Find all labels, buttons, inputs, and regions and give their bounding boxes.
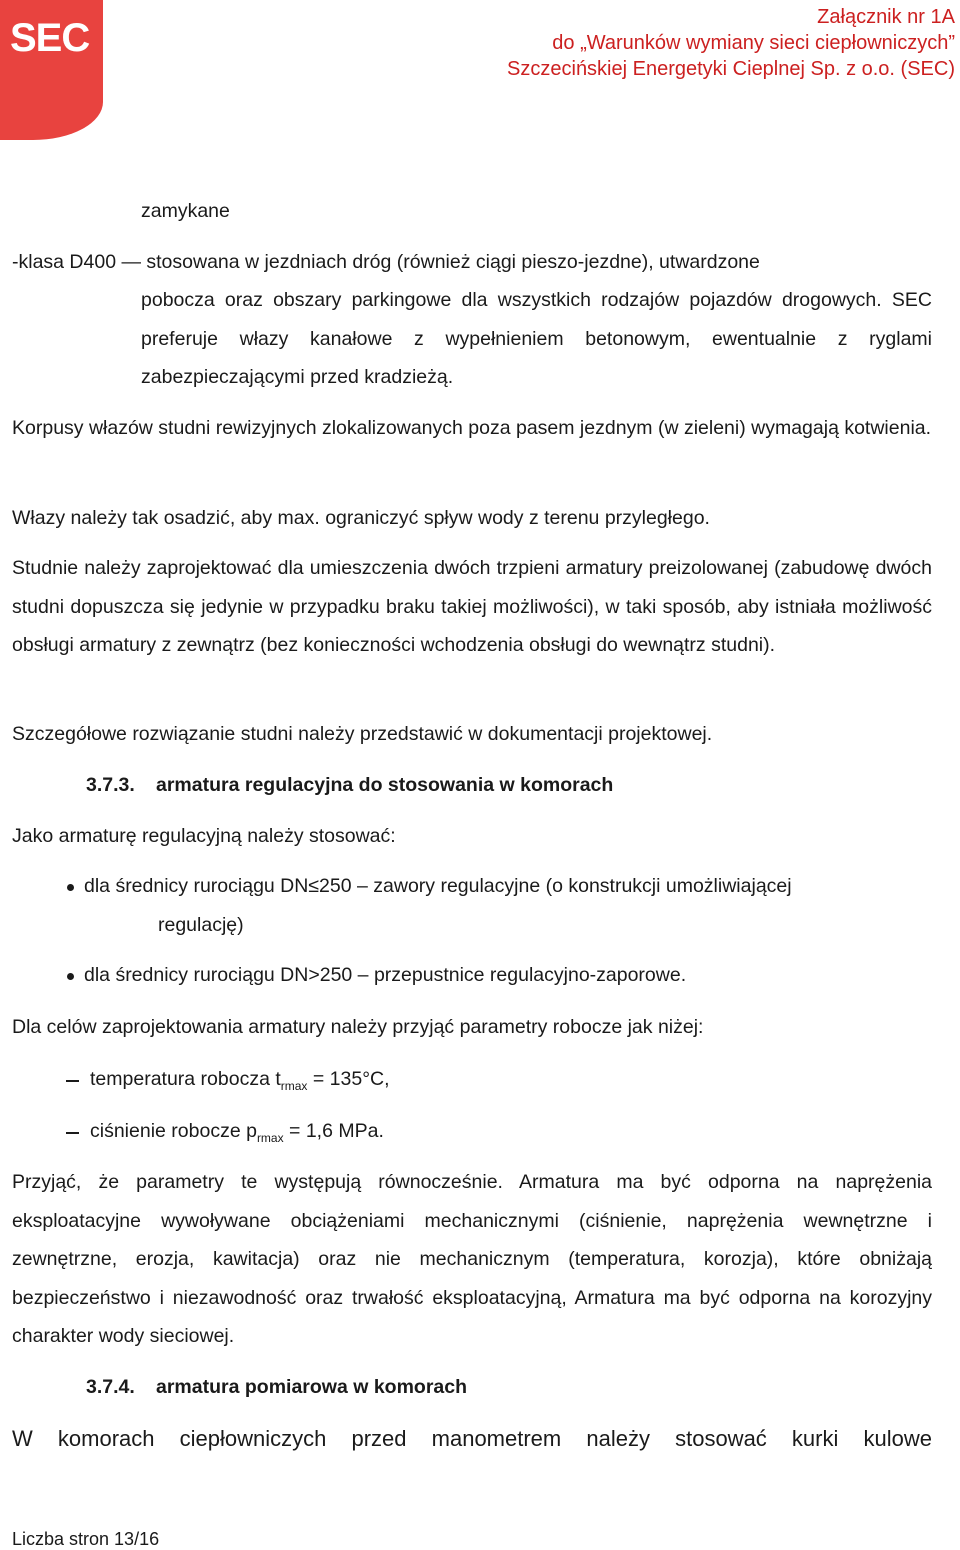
page-count: Liczba stron 13/16: [12, 1529, 160, 1549]
dash-icon: [66, 1132, 79, 1134]
d400-text: stosowana w jezdniach dróg (również ciągi pieszo-jezdne), utwardzone: [140, 251, 760, 273]
bullet-icon: [67, 884, 74, 891]
bullet-item-2: dla średnicy rurociągu DN>250 – przepustnice regulacyjno-zaporowe.: [84, 964, 687, 986]
document-header: [507, 4, 955, 82]
paragraph-wlazy: Włazy należy tak osadzić, aby max. ograniczyć spływ wody z terenu przyległego.: [12, 507, 710, 529]
section-number-3-7-4: 3.7.4.: [86, 1376, 135, 1398]
section-number-3-7-3: 3.7.3.: [86, 774, 135, 796]
paragraph-studnie: Studnie należy zaprojektować dla umieszczenia dwóch trzpieni armatury preizolowanej (zabudowę dwóch studni dopuszcza się jedynie w przypadku braku takiej możliwości), w taki sposób, aby istniała możliwość obsługi armatury z zewnątrz (bez konieczności wchodzenia obsługi do wewnątrz studni).: [12, 557, 932, 656]
header-line-2: do „Warunków wymiany sieci ciepłowniczych”: [552, 32, 955, 54]
logo-text: SEC: [10, 16, 90, 60]
paragraph-dla-celow: Dla celów zaprojektowania armatury należy przyjąć parametry robocze jak niżej:: [12, 1016, 704, 1038]
header-line-3: Szczecińskiej Energetyki Cieplnej Sp. z o.o. (SEC): [507, 58, 955, 80]
bullet-icon: [67, 973, 74, 980]
bullet-item-1: dla średnicy rurociągu DN≤250 – zawory regulacyjne (o konstrukcji umożliwiającej: [84, 875, 792, 897]
sec-logo: [0, 0, 103, 140]
paragraph-d400-continuation: pobocza oraz obszary parkingowe dla wszystkich rodzajów pojazdów drogowych. SEC preferuje włazy kanałowe z wypełnieniem betonowym, ewentualnie z ryglami zabezpieczającymi przed kradzieżą.: [141, 289, 932, 388]
paragraph-zamykane: zamykane: [141, 200, 230, 222]
header-line-1: Załącznik nr 1A: [817, 6, 955, 28]
dash-icon: [66, 1080, 79, 1082]
paragraph-jako: Jako armaturę regulacyjną należy stosować:: [12, 825, 396, 847]
paragraph-przyjac: Przyjąć, że parametry te występują równocześnie. Armatura ma być odporna na naprężenia eksploatacyjne wywoływane obciążeniami mechanicznymi (ciśnienie, naprężenia wewnętrzne i zewnętrzne, erozja, kawitacja) oraz nie mechanicznym (temperatura, korozja), które obniżają bezpieczeństwo i niezawodność oraz trwałość eksploatacyjną, Armatura ma być odporna na korozyjny charakter wody sieciowej.: [12, 1171, 932, 1347]
paragraph-korpusy: Korpusy włazów studni rewizyjnych zlokalizowanych poza pasem jezdnym (w zieleni) wymagają kotwienia.: [12, 417, 932, 439]
bullet-item-1-continuation: regulację): [158, 914, 244, 936]
paragraph-d400-first-line: [12, 243, 932, 282]
parameter-temperature: temperatura robocza $t_{rmax} = 135^\circ C$,: [90, 1068, 390, 1093]
parameter-pressure: ciśnienie robocze $p_{rmax} = 1,6$ MPa.: [90, 1120, 384, 1145]
section-title-3-7-3: armatura regulacyjna do stosowania w komorach: [156, 774, 614, 796]
d400-dash: —: [121, 251, 141, 273]
d400-label: -klasa D400: [12, 251, 122, 273]
paragraph-szczegolowe: Szczegółowe rozwiązanie studni należy przedstawić w dokumentacji projektowej.: [12, 723, 713, 745]
section-title-3-7-4: armatura pomiarowa w komorach: [156, 1376, 468, 1398]
paragraph-w-komorach: W komorach ciepłowniczych przed manometrem należy stosować kurki kulowe: [12, 1426, 932, 1451]
